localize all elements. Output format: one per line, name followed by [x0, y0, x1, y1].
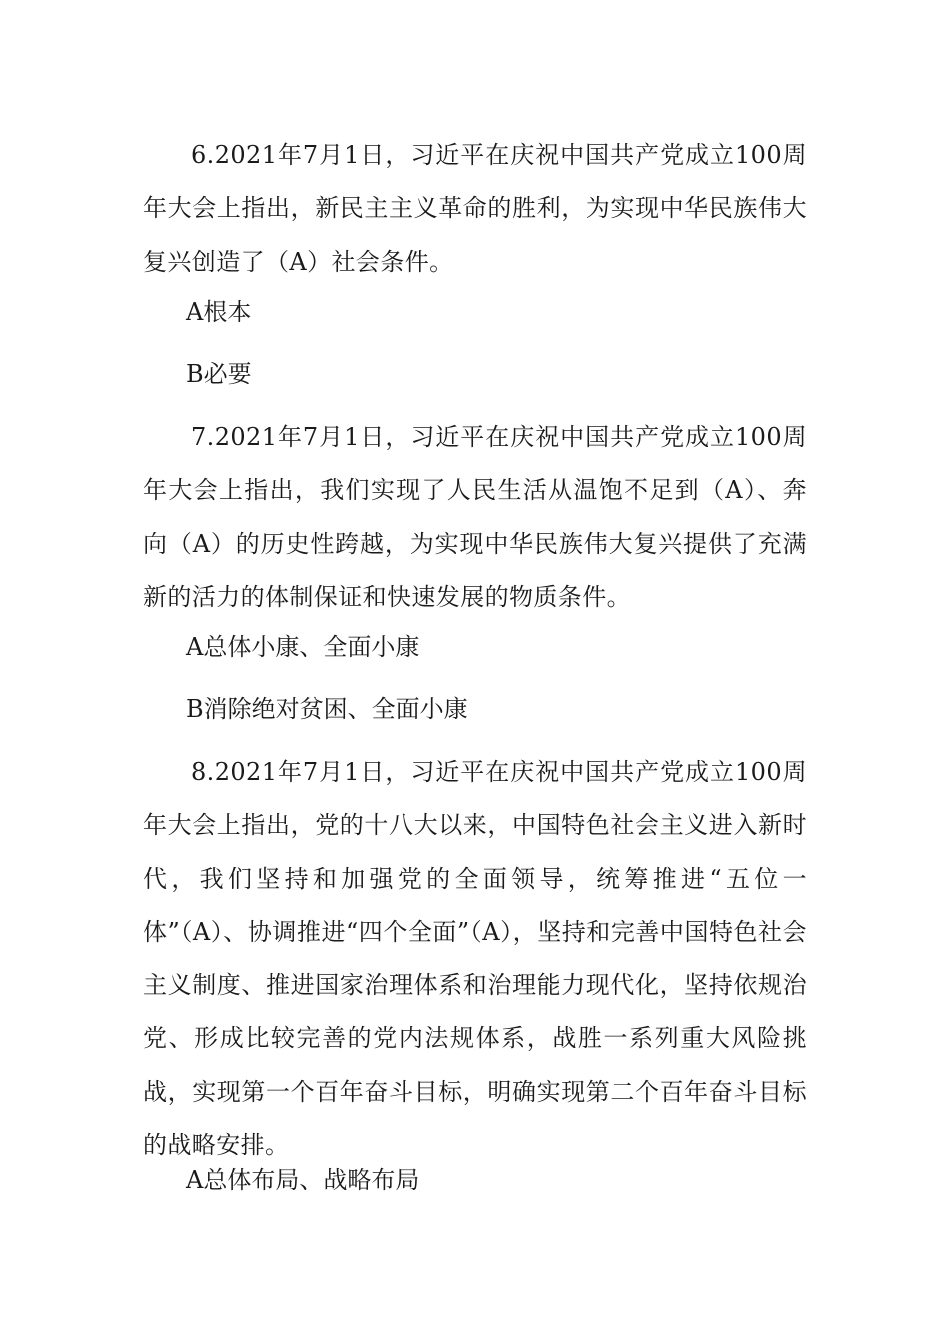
question-6-option-b: B必要: [186, 360, 252, 388]
question-6-text: 6.2021年7月1日，习近平在庆祝中国共产党成立100周年大会上指出，新民主主义革命的胜利，为实现中华民族伟大复兴创造了（A）社会条件。: [143, 141, 807, 276]
question-7-text: 7.2021年7月1日，习近平在庆祝中国共产党成立100周年大会上指出，我们实现了人民生活从温饱不足到（A）、奔向（A）的历史性跨越，为实现中华民族伟大复兴提供了充满新的活力的体制保证和快速发展的物质条件。: [143, 423, 807, 611]
question-6-option-a: A根本: [186, 298, 252, 326]
question-8-option-a: A总体布局、战略布局: [186, 1166, 420, 1194]
question-7-option-a: A总体小康、全面小康: [186, 633, 420, 661]
question-8-text: 8.2021年7月1日，习近平在庆祝中国共产党成立100周年大会上指出，党的十八大以来，中国特色社会主义进入新时代，我们坚持和加强党的全面领导，统筹推进“五位一体”（A）、协调推进“四个全面”（A），坚持和完善中国特色社会主义制度、推进国家治理体系和治理能力现代化，坚持依规治党、形成比较完善的党内法规体系，战胜一系列重大风险挑战，实现第一个百年奋斗目标，明确实现第二个百年奋斗目标的战略安排。: [143, 758, 807, 1160]
question-7-option-b: B消除绝对贫困、全面小康: [186, 695, 468, 723]
